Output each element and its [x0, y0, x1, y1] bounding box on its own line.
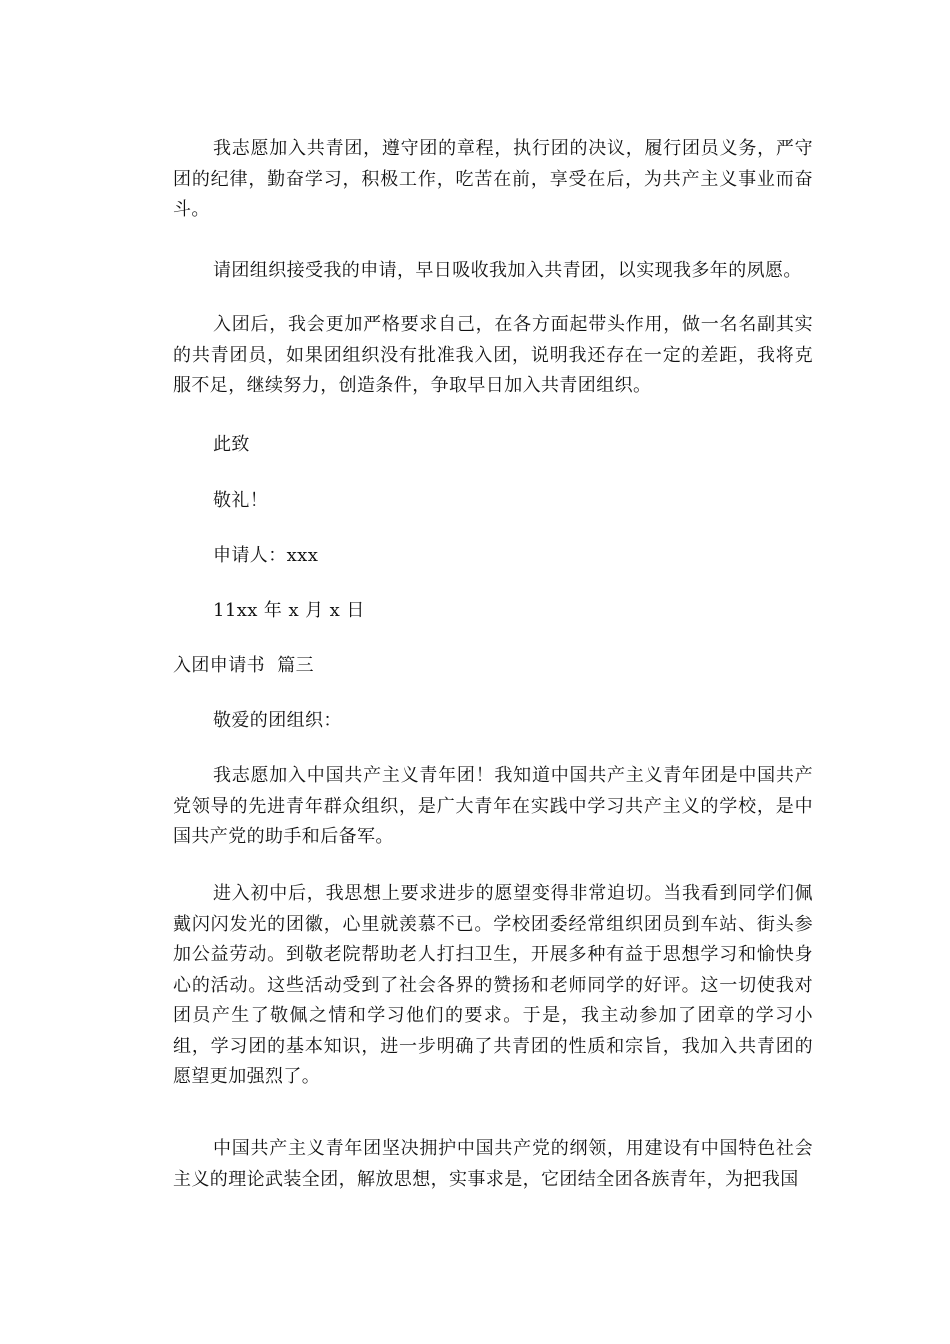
paragraph-request: 请团组织接受我的申请，早日吸收我加入共青团，以实现我多年的夙愿。: [213, 260, 802, 281]
paragraph-commitment: 入团后，我会更加严格要求自己，在各方面起带头作用，做一名名副其实的共青团员，如果团组织没有批准我入团，说明我还存在一定的差距，我将克服不足，继续努力，创造条件，争取早日加入共青团组织。: [173, 314, 813, 396]
closing-line-2: 敬礼！: [213, 490, 269, 511]
applicant-line: 申请人：xxx: [213, 545, 319, 566]
paragraph-league-principles: 中国共产主义青年团坚决拥护中国共产党的纲领，用建设有中国特色社会主义的理论武装全团，解放思想，实事求是，它团结全团各族青年，为把我国: [173, 1138, 813, 1190]
salutation: 敬爱的团组织：: [213, 710, 342, 731]
date-line: 11xx 年 x 月 x 日: [213, 600, 365, 621]
paragraph-intro: 我志愿加入中国共产主义青年团！我知道中国共产主义青年团是中国共产党领导的先进青年群众组织，是广大青年在实践中学习共产主义的学校，是中国共产党的助手和后备军。: [173, 765, 813, 847]
closing-line-1: 此致: [213, 434, 250, 455]
paragraph-pledge: 我志愿加入共青团，遵守团的章程，执行团的决议，履行团员义务，严守团的纪律，勤奋学习，积极工作，吃苦在前，享受在后，为共产主义事业而奋斗。: [173, 138, 813, 220]
section-title: 入团申请书 篇三: [173, 655, 315, 676]
paragraph-motivation: 进入初中后，我思想上要求进步的愿望变得非常迫切。当我看到同学们佩戴闪闪发光的团徽，心里就羡慕不已。学校团委经常组织团员到车站、街头参加公益劳动。到敬老院帮助老人打扫卫生，开展多种有益于思想学习和愉快身心的活动。这些活动受到了社会各界的赞扬和老师同学的好评。这一切使我对团员产生了敬佩之情和学习他们的要求。于是，我主动参加了团章的学习小组，学习团的基本知识，进一步明确了共青团的性质和宗旨，我加入共青团的愿望更加强烈了。: [173, 883, 813, 1087]
